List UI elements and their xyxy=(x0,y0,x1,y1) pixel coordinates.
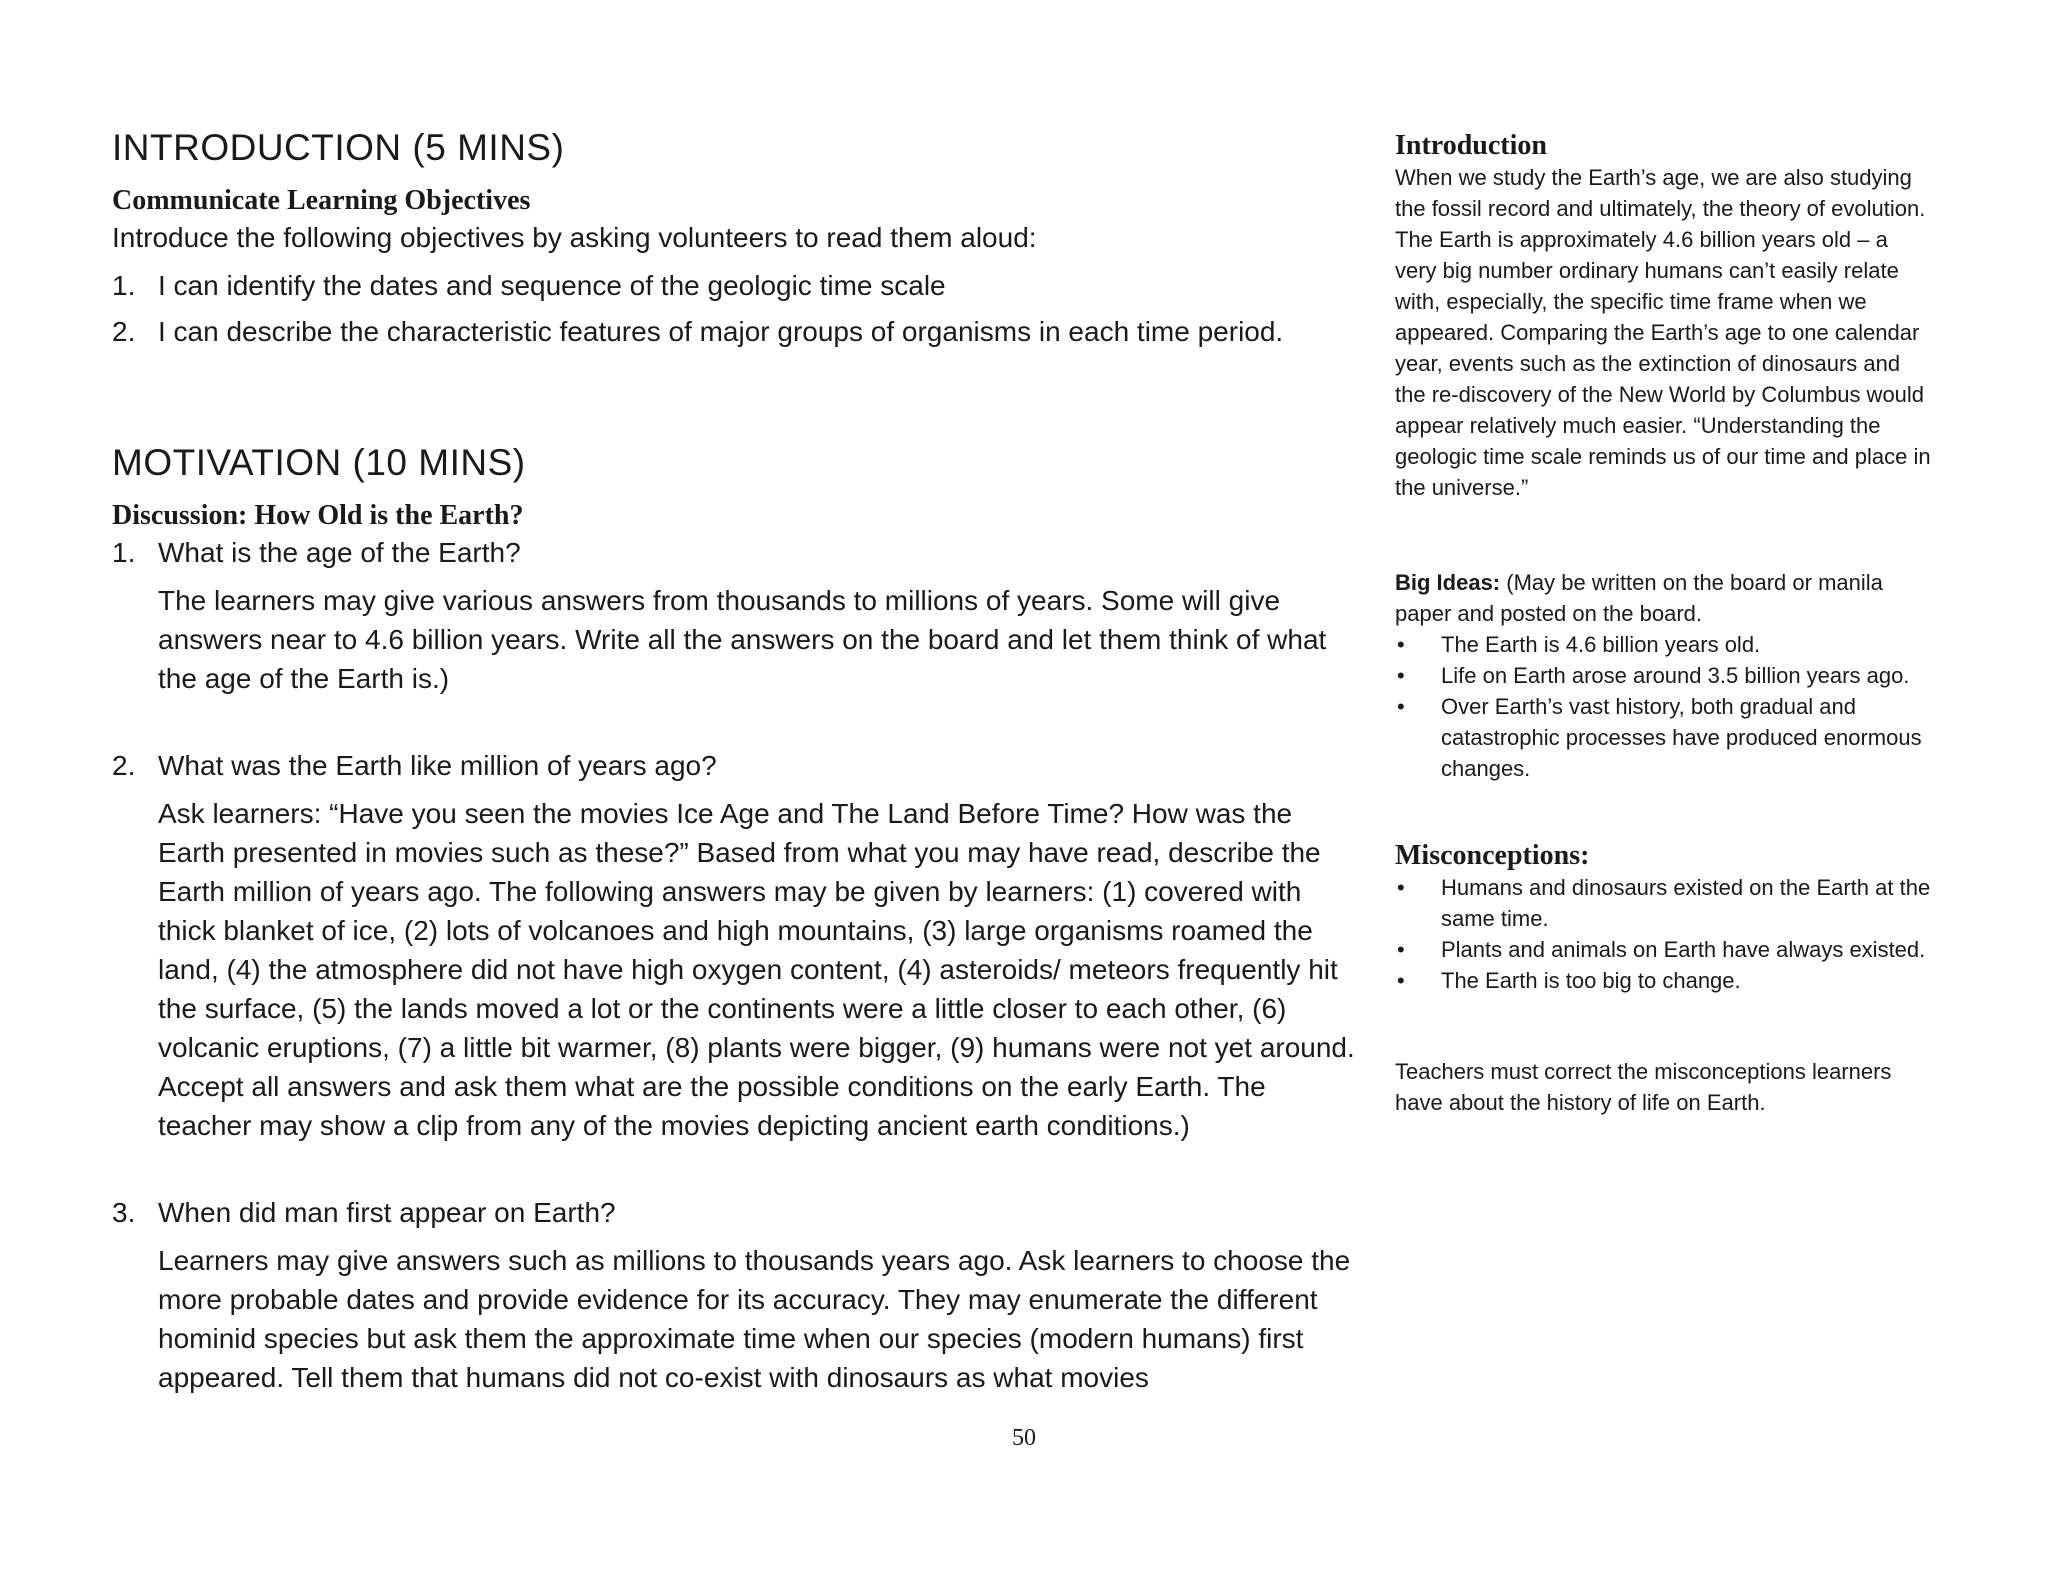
bullet-icon: • xyxy=(1397,663,1405,688)
discussion-question-item xyxy=(112,533,1362,698)
closing-note: Teachers must correct the misconceptions learners have about the history of life on Earth. xyxy=(1395,1059,1892,1115)
misconception-text: The Earth is too big to change. xyxy=(1441,968,1741,993)
question-number: 2. xyxy=(112,750,136,781)
discussion-question-item xyxy=(112,1193,1362,1397)
objective-item xyxy=(112,263,1362,309)
bullet-icon: • xyxy=(1397,694,1405,719)
question-text: What was the Earth like million of years ago? xyxy=(158,750,717,781)
discussion-question-item xyxy=(112,746,1362,1145)
question-number: 1. xyxy=(112,537,136,568)
misconceptions-heading: Misconceptions: xyxy=(1395,840,1590,871)
misconceptions-list xyxy=(1395,872,1935,996)
question-number: 3. xyxy=(112,1197,136,1228)
misconception-item xyxy=(1395,872,1935,934)
big-idea-text: Over Earth’s vast history, both gradual and catastrophic processes have produced enormous changes. xyxy=(1441,694,1922,781)
learning-objectives-subheading: Communicate Learning Objectives xyxy=(112,185,531,216)
big-ideas-intro xyxy=(1395,567,1935,629)
misconception-item xyxy=(1395,965,1935,996)
main-column xyxy=(112,126,1362,1397)
sidebar-introduction-heading: Introduction xyxy=(1395,130,1547,161)
big-ideas-label: Big Ideas: xyxy=(1395,570,1501,595)
big-idea-item xyxy=(1395,691,1935,784)
objectives-lead-text: Introduce the following objectives by asking volunteers to read them aloud: xyxy=(112,222,1037,253)
objective-text: I can identify the dates and sequence of the geologic time scale xyxy=(158,270,946,301)
motivation-heading: MOTIVATION (10 MINS) xyxy=(112,442,526,483)
misconception-text: Plants and animals on Earth have always existed. xyxy=(1441,937,1926,962)
answer-text: Learners may give answers such as millions to thousands years ago. Ask learners to choose the more probable dates and provide evidence for its accuracy. They may enumerate the different hominid species but ask them the approximate time when our species (modern humans) first appeared. Tell them that humans did not co-exist with dinosaurs as what movies xyxy=(158,1245,1351,1393)
big-idea-item xyxy=(1395,660,1935,691)
bullet-icon: • xyxy=(1397,937,1405,962)
objectives-list xyxy=(112,263,1362,355)
objective-item xyxy=(112,309,1362,355)
big-ideas-list xyxy=(1395,629,1935,784)
big-ideas-note: (May be written on the board or manila paper and posted on the board. xyxy=(1395,570,1883,626)
big-idea-text: Life on Earth arose around 3.5 billion years ago. xyxy=(1441,663,1910,688)
big-idea-item xyxy=(1395,629,1935,660)
objective-number: 2. xyxy=(112,316,136,347)
objective-text: I can describe the characteristic features of major groups of organisms in each time period. xyxy=(158,316,1284,347)
objective-number: 1. xyxy=(112,270,136,301)
misconception-text: Humans and dinosaurs existed on the Earth at the same time. xyxy=(1441,875,1931,931)
answer-text: The learners may give various answers from thousands to millions of years. Some will give answers near to 4.6 billion years. Write all the answers on the board and let them think of what the age of the Earth is.) xyxy=(158,585,1327,694)
bullet-icon: • xyxy=(1397,632,1405,657)
bullet-icon: • xyxy=(1397,968,1405,993)
question-text: What is the age of the Earth? xyxy=(158,537,521,568)
misconception-item xyxy=(1395,934,1935,965)
big-idea-text: The Earth is 4.6 billion years old. xyxy=(1441,632,1761,657)
bullet-icon: • xyxy=(1397,875,1405,900)
teacher-notes-sidebar xyxy=(1395,130,1935,1118)
discussion-subheading: Discussion: How Old is the Earth? xyxy=(112,500,524,531)
sidebar-introduction-text: When we study the Earth’s age, we are also studying the fossil record and ultimately, the theory of evolution. The Earth is approximately 4.6 billion years old – a very big number ordinary humans can’t easily relate with, especially, the specific time frame when we appeared. Comparing the Earth’s age to one calendar year, events such as the extinction of dinosaurs and the re-discovery of the New World by Columbus would appear relatively much easier. “Understanding the geologic time scale reminds us of our time and place in the universe.” xyxy=(1395,165,1931,500)
page-number: 50 xyxy=(1012,1425,1036,1451)
introduction-heading: INTRODUCTION (5 MINS) xyxy=(112,127,565,168)
question-text: When did man first appear on Earth? xyxy=(158,1197,616,1228)
answer-text: Ask learners: “Have you seen the movies Ice Age and The Land Before Time? How was the Earth presented in movies such as these?” Based from what you may have read, describe the Earth million of years ago. The following answers may be given by learners: (1) covered with thick blanket of ice, (2) lots of volcanoes and high mountains, (3) large organisms roamed the land, (4) the atmosphere did not have high oxygen content, (4) asteroids/ meteors frequently hit the surface, (5) the lands moved a lot or the continents were a little closer to each other, (6) volcanic eruptions, (7) a little bit warmer, (8) plants were bigger, (9) humans were not yet around. Accept all answers and ask them what are the possible conditions on the early Earth. The teacher may show a clip from any of the movies depicting ancient earth conditions.) xyxy=(158,798,1355,1141)
